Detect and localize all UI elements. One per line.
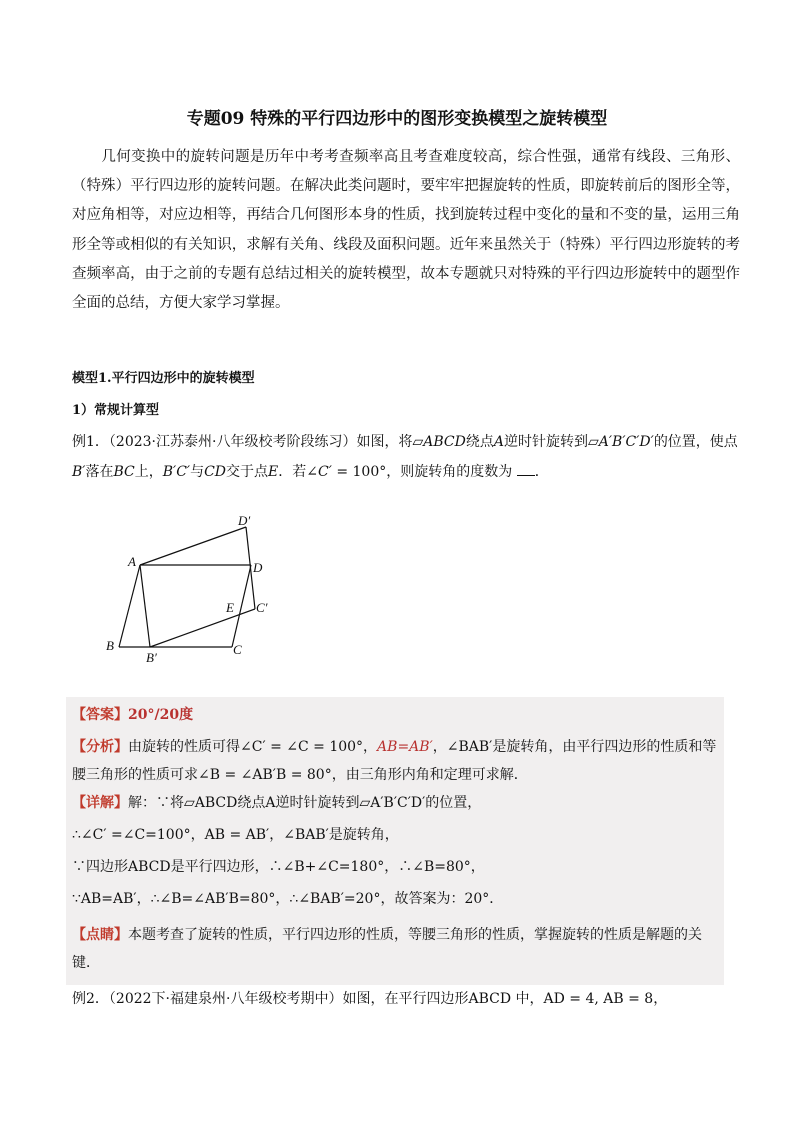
- answer-panel: [66, 697, 724, 985]
- label-C: C: [233, 642, 242, 657]
- answer-line: 【答案】20°/20度: [72, 707, 194, 723]
- sub-heading: 1）常规计算型: [72, 403, 160, 418]
- label-B: B: [106, 638, 114, 653]
- example-1-question: 例1．（2023·江苏泰州·八年级校考阶段练习）如图，将▱ABCD绕点A逆时针旋转到▱A′B′C′D′的位置，使点 B′落在BC上，B′C′与CD交于点E．若∠C′ = 100°，则旋转角的度数为 ．: [72, 434, 738, 480]
- edge-CD: [232, 565, 251, 647]
- intro-paragraph: 几何变换中的旋转问题是历年中考考查频率高且考查难度较高，综合性强，通常有线段、三角形、（特殊）平行四边形的旋转问题。在解决此类问题时，要牢牢把握旋转的性质，即旋转前后的图形全等，对应角相等，对应边相等，再结合几何图形本身的性质，找到旋转过程中变化的量和不变的量，运用三角形全等或相似的有关知识，求解有关角、线段及面积问题。近年来虽然关于（特殊）平行四边形旋转的考查频率高，由于之前的专题有总结过相关的旋转模型，故本专题就只对特殊的平行四边形旋转中的题型作全面的总结，方便大家学习掌握。: [72, 149, 740, 312]
- label-E: E: [226, 600, 234, 615]
- parallelogram-rotation-figure: [98, 505, 288, 675]
- label-B-prime: B′: [146, 650, 157, 665]
- label-D: D: [253, 560, 263, 575]
- model-heading: 模型1.平行四边形中的旋转模型: [72, 371, 255, 386]
- detail-line-4: ∵AB=AB′，∴∠B=∠AB′B=80°，∴∠BAB′=20°，故答案为：20°．: [72, 891, 504, 907]
- example-2-source: （2022下·福建泉州·八年级校考期中）: [108, 991, 343, 1007]
- answer-blank: [517, 463, 535, 476]
- page-title: 专题09 特殊的平行四边形中的图形变换模型之旋转模型: [186, 109, 608, 129]
- detail-line-3: ∵四边形ABCD是平行四边形，∴∠B+∠C=180°，∴∠B=80°，: [72, 859, 485, 875]
- analysis-line: 【分析】由旋转的性质可得∠C′ = ∠C = 100°，AB=AB′，∠BAB′是旋转角，由平行四边形的性质和等腰三角形的性质可求∠B = ∠AB′B = 80°，由三角形内角和定理可求解．: [72, 739, 717, 783]
- edge-AB: [119, 565, 140, 647]
- detail-line: 【详解】解：∵将▱ABCD绕点A逆时针旋转到▱A′B′C′D′的位置，: [72, 795, 482, 811]
- example-1-source: （2023·江苏泰州·八年级校考阶段练习）: [108, 434, 357, 450]
- label-C-prime: C′: [256, 600, 268, 615]
- comment-line: 【点睛】本题考查了旋转的性质，平行四边形的性质，等腰三角形的性质，掌握旋转的性质是解题的关键．: [72, 927, 702, 971]
- edge-AB-prime: [140, 565, 150, 647]
- label-D-prime: D′: [238, 513, 251, 528]
- example-2-question: 例2．（2022下·福建泉州·八年级校考期中）如图，在平行四边形ABCD 中，AD = 4, AB = 8，: [72, 991, 668, 1007]
- edge-DA-prime: [140, 527, 246, 565]
- label-A: A: [128, 554, 136, 569]
- detail-line-2: ∴∠C′ =∠C=100°，AB = AB′，∠BAB′是旋转角，: [72, 827, 399, 843]
